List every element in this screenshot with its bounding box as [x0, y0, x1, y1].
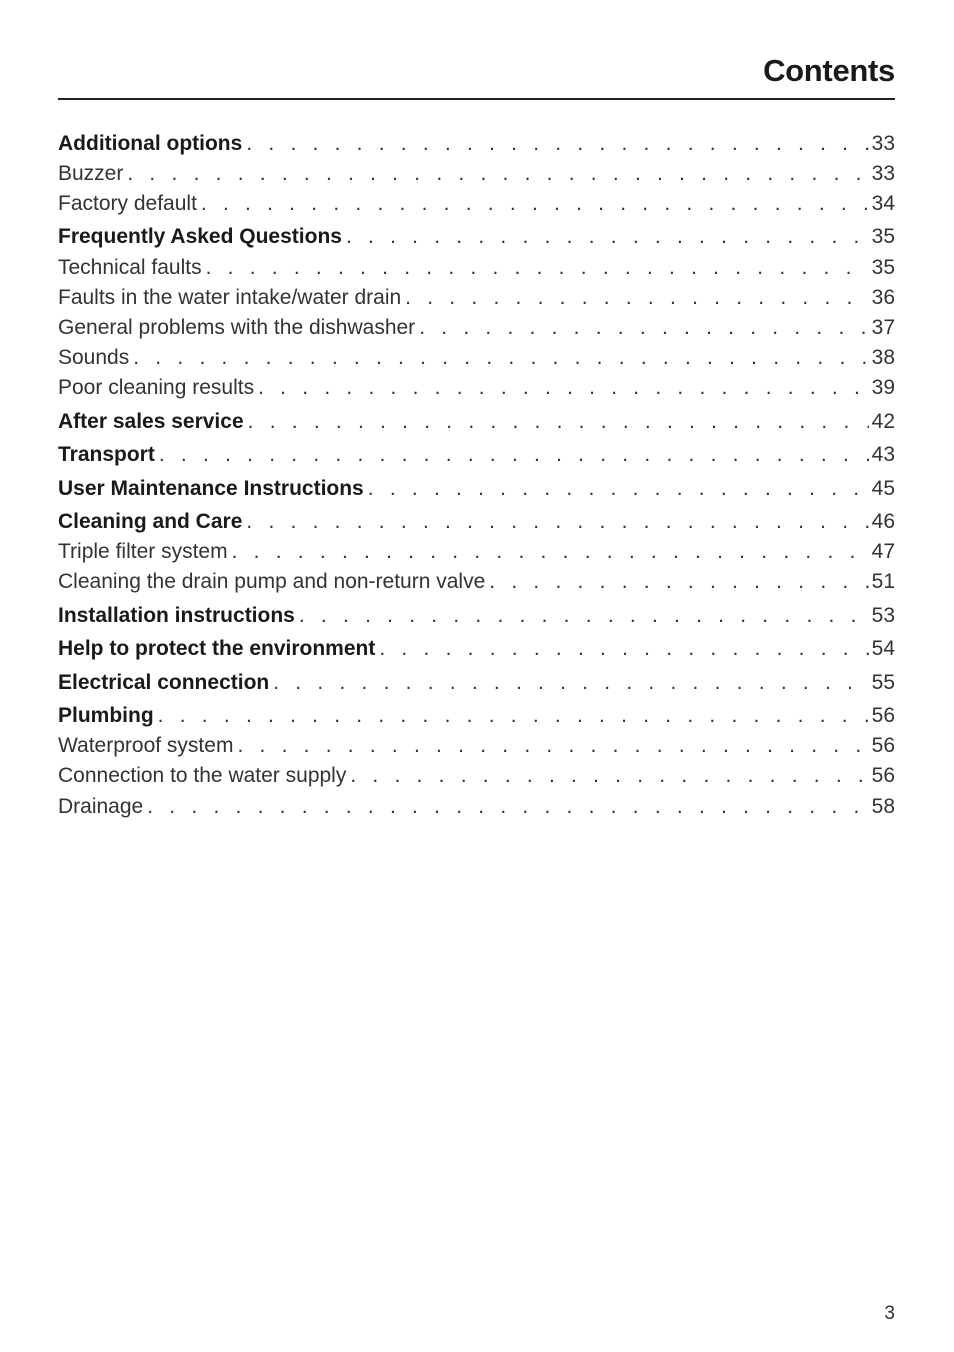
toc-entry-page: 36 [871, 286, 895, 309]
toc-entry-label: General problems with the dishwasher [58, 316, 416, 339]
dot-leader [273, 668, 868, 698]
toc-entry-connection-water-supply[interactable] [58, 761, 895, 791]
toc-entry-page: 56 [871, 764, 895, 787]
toc-entry-page: 56 [871, 704, 895, 727]
toc-entry-label: Connection to the water supply [58, 764, 347, 787]
toc-entry-faults-water-intake-drain[interactable] [58, 283, 895, 313]
toc-entry-electrical-connection[interactable] [58, 668, 895, 698]
dot-leader [206, 253, 869, 283]
toc-entry-label: User Maintenance Instructions [58, 477, 364, 500]
dot-leader [147, 792, 868, 822]
toc-entry-label: Electrical connection [58, 671, 270, 694]
toc-entry-label: Buzzer [58, 162, 124, 185]
dot-leader [232, 537, 869, 567]
toc-entry-label: Additional options [58, 132, 243, 155]
toc-entry-sounds[interactable] [58, 343, 895, 373]
toc-entry-drainage[interactable] [58, 792, 895, 822]
toc-entry-help-protect-environment[interactable] [58, 634, 895, 664]
toc-entry-label: Installation instructions [58, 604, 295, 627]
toc-entry-label: Faults in the water intake/water drain [58, 286, 402, 309]
toc-entry-page: 55 [871, 671, 895, 694]
toc-entry-page: 56 [871, 734, 895, 757]
dot-leader [346, 222, 869, 252]
toc-entry-general-problems[interactable] [58, 313, 895, 343]
toc-entry-page: 43 [871, 443, 895, 466]
toc-entry-page: 47 [871, 540, 895, 563]
toc-entry-transport[interactable] [58, 440, 895, 470]
toc-entry-installation-instructions[interactable] [58, 601, 895, 631]
toc-entry-triple-filter-system[interactable] [58, 537, 895, 567]
dot-leader [158, 701, 869, 731]
toc-entry-page: 34 [871, 192, 895, 215]
toc-entry-label: Poor cleaning results [58, 376, 255, 399]
dot-leader [201, 189, 869, 219]
toc-entry-label: Cleaning and Care [58, 510, 243, 533]
toc-entry-plumbing[interactable] [58, 701, 895, 731]
dot-leader [368, 474, 869, 504]
toc-entry-cleaning-drain-pump[interactable] [58, 567, 895, 597]
toc-entry-page: 45 [871, 477, 895, 500]
table-of-contents [58, 0, 895, 1352]
toc-entry-label: Technical faults [58, 256, 202, 279]
dot-leader [489, 567, 868, 597]
toc-entry-technical-faults[interactable] [58, 253, 895, 283]
page-number: 3 [884, 1303, 895, 1324]
toc-entry-label: Plumbing [58, 704, 154, 727]
dot-leader [350, 761, 868, 791]
toc-entry-buzzer[interactable] [58, 159, 895, 189]
page-title: Contents [763, 53, 895, 88]
toc-entry-after-sales-service[interactable] [58, 407, 895, 437]
toc-entry-waterproof-system[interactable] [58, 731, 895, 761]
dot-leader [248, 407, 869, 437]
toc-entry-poor-cleaning-results[interactable] [58, 373, 895, 403]
toc-entry-label: Help to protect the environment [58, 637, 376, 660]
dot-leader [405, 283, 868, 313]
toc-entry-label: Frequently Asked Questions [58, 225, 342, 248]
toc-entry-page: 51 [871, 570, 895, 593]
toc-entry-cleaning-and-care[interactable] [58, 507, 895, 537]
toc-entry-page: 39 [871, 376, 895, 399]
toc-entry-factory-default[interactable] [58, 189, 895, 219]
dot-leader [237, 731, 868, 761]
dot-leader [159, 440, 869, 470]
dot-leader [379, 634, 868, 664]
toc-entry-label: Cleaning the drain pump and non-return valve [58, 570, 486, 593]
toc-entry-label: Drainage [58, 795, 144, 818]
toc-entry-page: 38 [871, 346, 895, 369]
toc-entry-page: 33 [871, 132, 895, 155]
toc-entry-label: Waterproof system [58, 734, 234, 757]
toc-entry-page: 35 [871, 225, 895, 248]
dot-leader [419, 313, 868, 343]
toc-entry-page: 53 [871, 604, 895, 627]
toc-entry-page: 37 [871, 316, 895, 339]
toc-entry-additional-options[interactable] [58, 129, 895, 159]
toc-entry-frequently-asked-questions[interactable] [58, 222, 895, 252]
toc-entry-label: After sales service [58, 410, 244, 433]
toc-entry-page: 35 [871, 256, 895, 279]
dot-leader [258, 373, 869, 403]
dot-leader [127, 159, 868, 189]
toc-entry-page: 54 [871, 637, 895, 660]
toc-entry-user-maintenance-instructions[interactable] [58, 474, 895, 504]
toc-entry-label: Sounds [58, 346, 130, 369]
dot-leader [133, 343, 868, 373]
toc-entry-page: 33 [871, 162, 895, 185]
toc-entry-label: Transport [58, 443, 155, 466]
toc-entry-page: 42 [871, 410, 895, 433]
toc-entry-label: Triple filter system [58, 540, 228, 563]
dot-leader [246, 129, 868, 159]
toc-entry-page: 58 [871, 795, 895, 818]
dot-leader [246, 507, 868, 537]
toc-entry-label: Factory default [58, 192, 197, 215]
dot-leader [299, 601, 869, 631]
toc-entry-page: 46 [871, 510, 895, 533]
